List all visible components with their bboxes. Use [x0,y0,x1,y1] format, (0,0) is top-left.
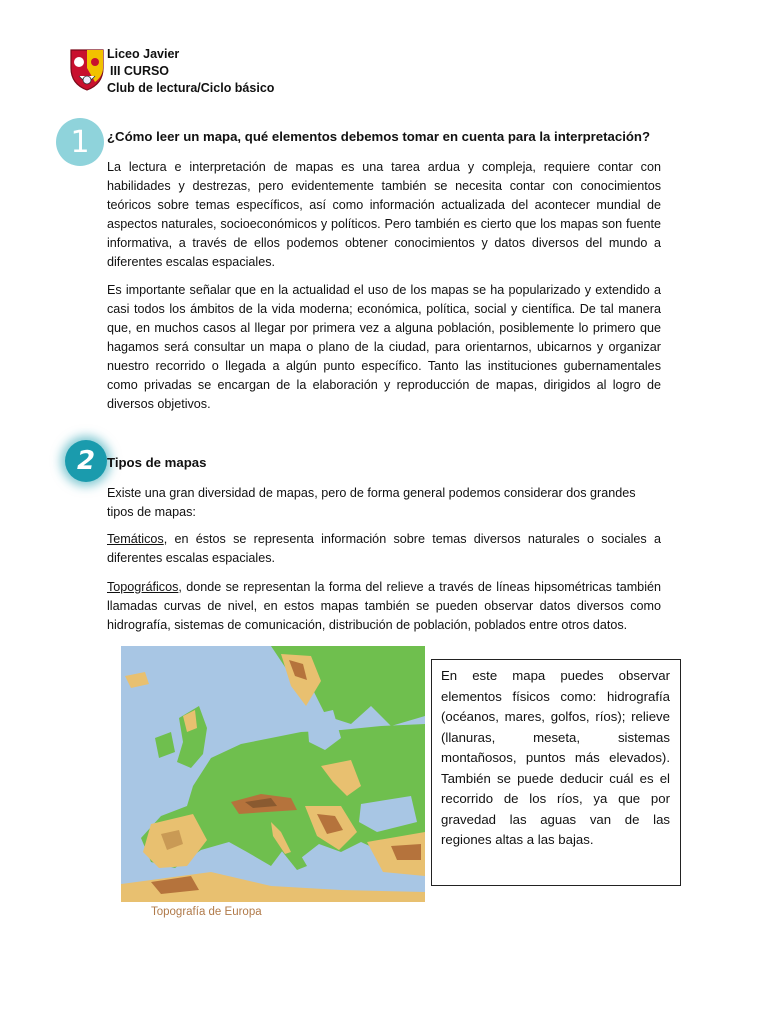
school-crest [67,46,107,92]
europe-topographic-map [121,646,425,902]
map-caption: Topografía de Europa [151,906,262,918]
section-1-paragraph-2: Es importante señalar que en la actualidad el uso de los mapas se ha popularizado y extendido a casi todos los ámbitos de la vida moderna; económica, política, social y científica. De tal manera que, en muchos casos al llegar por primera vez a alguna población, posiblemente lo primero que hagamos será consultar un mapa o plano de la ciudad, para orientarnos, ubicarnos y organizar nuestro recorrido o llegada a algún punto específico. Tanto las instituciones gubernamentales como privadas se encargan de la elaboración y reproducción de mapas, dirigidos al logro de diversos objetivos. [107,283,661,411]
course-name: III CURSO [110,64,170,78]
europe-map-image [121,646,425,902]
section-2-number: 2 [76,446,96,476]
club-name: Club de lectura/Ciclo básico [107,81,275,95]
section-2-intro: Existe una gran diversidad de mapas, pero de forma general podemos considerar dos grandes tipos de mapas: [107,486,636,519]
tematicos-text: , en éstos se representa información sobre temas diversos naturales o sociales a diferentes escalas espaciales. [107,532,661,565]
topograficos-paragraph [107,578,661,635]
topograficos-term: Topográficos [107,580,179,594]
header-text [107,46,274,97]
map-note-box [431,659,681,886]
map-note-text: En este mapa puedes observar elementos físicos como: hidrografía (océanos, mares, golfos, ríos); relieve (llanuras, meseta, sistemas montañosos, puntos más elevados). También se puede deducir cuál es el recorrido de los ríos, ya que por gravedad las aguas van de las regiones altas a las bajas. [441,668,670,847]
tematicos-term: Temáticos [107,532,164,546]
topograficos-text: , donde se representan la forma del relieve a través de líneas hipsométricas también llamadas curvas de nivel, en estos mapas también se pueden observar datos diversos como hidrografía, sistemas de comunicación, distribución de población, poblados entre otros datos. [107,580,661,632]
school-name: Liceo Javier [107,47,180,61]
section-1-number: 1 [70,124,90,160]
tematicos-paragraph [107,530,661,568]
section-2-title: Tipos de mapas [107,455,207,470]
crest-shield-icon [67,46,107,92]
section-1-badge [56,118,104,166]
section-1-title: ¿Cómo leer un mapa, qué elementos debemos tomar en cuenta para la interpretación? [107,129,651,144]
section-2-badge [65,440,107,482]
section-1-paragraph-1: La lectura e interpretación de mapas es una tarea ardua y compleja, requiere contar con habilidades y destrezas, pero evidentemente también se necesita contar con conocimientos teóricos sobre temas específicos, así como información actualizada del acontecer mundial de aspectos naturales, socioeconómicos y políticos. Pero también es cierto que los mapas son fuente informativa, a través de ellos podemos obtener conocimientos y datos diversos del mundo a diferentes escalas espaciales. [107,160,661,269]
